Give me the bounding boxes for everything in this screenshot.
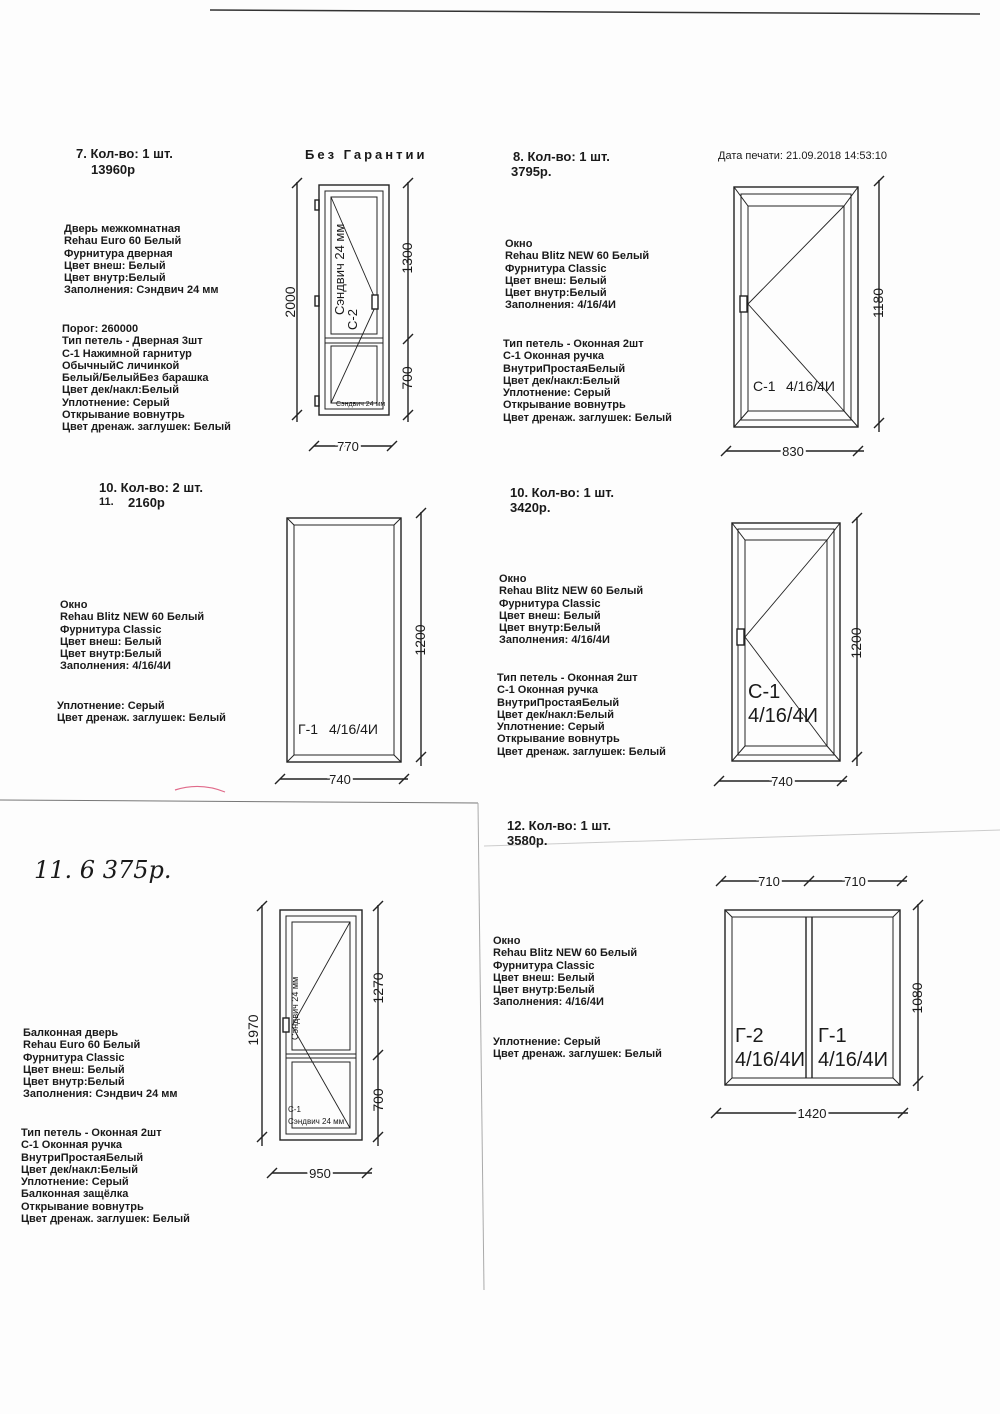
option-line: ВнутриПростаяБелый	[503, 362, 626, 375]
item-11-lower-fill-code: С-1	[288, 1105, 301, 1114]
item-10a-dim-width: 740	[329, 772, 351, 787]
option-line: Открывание вовнутрь	[21, 1200, 144, 1213]
spec-line: Rehau Blitz NEW 60 Белый	[493, 947, 638, 960]
item-10a-title: 10. Кол-во: 2 шт.	[99, 480, 204, 495]
option-line: Цвет дренаж. заглушек: Белый	[57, 712, 226, 725]
option-line: Тип петель - Оконная 2шт	[497, 672, 638, 684]
item-11-dim-total: 1970	[245, 1014, 261, 1046]
item-7-lower-fill-text: Сэндвич 24 мм	[336, 401, 386, 408]
option-line: Уплотнение: Серый	[503, 387, 611, 400]
option-line: Тип петель - Дверная 3шт	[62, 335, 203, 348]
spec-line: Балконная дверь	[23, 1027, 119, 1039]
item-12-dim-total: 1420	[797, 1106, 827, 1121]
option-line: Открывание вовнутрь	[62, 409, 185, 422]
item-8-dim-height: 1180	[870, 287, 886, 319]
spec-line: Фурнитура Classic	[505, 262, 607, 275]
item-7-price: 13960р	[91, 162, 136, 177]
item-11-handwritten-price: 11. 6 375р.	[34, 856, 172, 884]
option-line: Цвет дек/накл:Белый	[503, 374, 620, 387]
option-line: Тип петель - Оконная 2шт	[21, 1127, 162, 1139]
spec-line: Rehau Blitz NEW 60 Белый	[60, 611, 205, 624]
spec-line: Окно	[60, 599, 88, 611]
spec-line: Цвет внеш: Белый	[23, 1063, 125, 1076]
item-10b-dim-height: 1200	[848, 627, 864, 659]
spec-line: Rehau Euro 60 Белый	[64, 235, 182, 248]
option-line: Тип петель - Оконная 2шт	[503, 338, 644, 350]
item-7-dim-width: 770	[337, 439, 359, 454]
option-line: С-1 Оконная ручка	[21, 1139, 122, 1152]
spec-line: Цвет внутр:Белый	[60, 648, 162, 661]
item-7-dim-bottom: 700	[399, 366, 415, 390]
item-11-fill-text: Сэндвич 24 мм	[290, 976, 300, 1040]
item-12-left-glass: 4/16/4И	[735, 1049, 805, 1071]
item-7-fill-text: Сэндвич 24 мм	[332, 223, 347, 315]
spec-line: Окно	[493, 935, 521, 947]
spec-line: Заполнения: 4/16/4И	[60, 660, 171, 673]
item-7-dim-total: 2000	[282, 286, 298, 318]
option-line: Цвет дренаж. заглушек: Белый	[497, 745, 666, 758]
item-12-price: 3580р.	[507, 833, 548, 848]
item-12-right-glass: 4/16/4И	[818, 1049, 888, 1071]
spec-line: Цвет внеш: Белый	[493, 971, 595, 984]
spec-line: Заполнения: Сэндвич 24 мм	[23, 1088, 178, 1101]
item-7-fill-code: С-2	[345, 309, 360, 330]
spec-line: Заполнения: 4/16/4И	[505, 299, 616, 312]
option-line: С-1 Оконная ручка	[503, 350, 604, 363]
option-line: Балконная защёлка	[21, 1188, 129, 1201]
item-12-dim-left: 710	[758, 874, 780, 889]
spec-line: Заполнения: Сэндвич 24 мм	[64, 284, 219, 297]
item-12-dim-right: 710	[844, 874, 866, 889]
spec-line: Заполнения: 4/16/4И	[493, 996, 604, 1009]
item-11-lower-fill-text: Сэндвич 24 мм	[288, 1117, 345, 1126]
item-10b-sash-label: С-1	[748, 681, 781, 703]
item-10a-sash-label: Г-1	[298, 721, 319, 737]
item-8-dim-width: 830	[782, 444, 804, 459]
spec-line: Rehau Blitz NEW 60 Белый	[499, 585, 644, 598]
spec-line: Rehau Blitz NEW 60 Белый	[505, 250, 650, 263]
option-line: Порог: 260000	[62, 323, 139, 335]
option-line: Цвет дек/накл:Белый	[62, 384, 179, 397]
spec-line: Окно	[499, 573, 527, 585]
option-line: Цвет дек/накл:Белый	[497, 708, 614, 721]
spec-line: Цвет внеш: Белый	[60, 635, 162, 648]
spec-line: Цвет внеш: Белый	[499, 609, 601, 622]
item-8-glass-label: 4/16/4И	[786, 378, 835, 394]
spec-line: Фурнитура Classic	[60, 623, 162, 636]
option-line: Цвет дренаж. заглушек: Белый	[62, 421, 231, 434]
item-7-title: 7. Кол-во: 1 шт.	[76, 146, 173, 161]
spec-line: Цвет внутр:Белый	[505, 287, 607, 300]
option-line: Цвет дренаж. заглушек: Белый	[21, 1213, 190, 1226]
item-10b-glass-label: 4/16/4И	[748, 705, 818, 727]
item-10b-title: 10. Кол-во: 1 шт.	[510, 485, 615, 500]
spec-line: Фурнитура Classic	[23, 1051, 125, 1064]
option-line: Уплотнение: Серый	[62, 396, 170, 409]
item-10a-dim-height: 1200	[412, 624, 428, 656]
option-line: Открывание вовнутрь	[497, 733, 620, 746]
item-7-dim-top: 1300	[399, 242, 415, 274]
option-line: Уплотнение: Серый	[497, 721, 605, 734]
option-line: С-1 Нажимной гарнитур	[62, 347, 192, 360]
spec-line: Фурнитура Classic	[493, 959, 595, 972]
no-warranty-stamp: Без Гарантии	[305, 147, 428, 162]
spec-line: Фурнитура Classic	[499, 597, 601, 610]
spec-line: Rehau Euro 60 Белый	[23, 1039, 141, 1052]
item-8-sash-label: С-1	[753, 378, 776, 394]
option-line: Цвет дренаж. заглушек: Белый	[503, 411, 672, 424]
spec-line: Цвет внеш: Белый	[505, 274, 607, 287]
option-line: Уплотнение: Серый	[21, 1176, 129, 1189]
spec-line: Цвет внутр:Белый	[64, 272, 166, 285]
item-10b-price: 3420р.	[510, 500, 551, 515]
item-10a-sub-number: 11.	[99, 496, 114, 508]
item-10a-price: 2160р	[128, 495, 165, 510]
item-8-price: 3795р.	[511, 164, 552, 179]
item-10a-glass-label: 4/16/4И	[329, 721, 378, 737]
option-line: Уплотнение: Серый	[493, 1036, 601, 1048]
spec-line: Фурнитура дверная	[64, 247, 173, 260]
option-line: Уплотнение: Серый	[57, 700, 165, 712]
option-line: Открывание вовнутрь	[503, 399, 626, 412]
option-line: Цвет дек/накл:Белый	[21, 1163, 138, 1176]
spec-line: Цвет внутр:Белый	[499, 622, 601, 635]
print-date: Дата печати: 21.09.2018 14:53:10	[718, 150, 887, 162]
option-line: С-1 Оконная ручка	[497, 684, 598, 697]
item-11-dim-width: 950	[309, 1166, 331, 1181]
item-12-right-label: Г-1	[818, 1025, 847, 1047]
item-10b-dim-width: 740	[771, 774, 793, 789]
spec-line: Цвет внутр:Белый	[493, 984, 595, 997]
spec-line: Заполнения: 4/16/4И	[499, 634, 610, 647]
option-line: ОбычныйС личинкой	[62, 359, 180, 372]
option-line: Цвет дренаж. заглушек: Белый	[493, 1048, 662, 1061]
item-8-title: 8. Кол-во: 1 шт.	[513, 149, 610, 164]
option-line: ВнутриПростаяБелый	[497, 696, 620, 709]
item-12-dim-height: 1080	[909, 982, 925, 1014]
item-11-dim-top: 1270	[370, 972, 386, 1004]
spec-line: Цвет внеш: Белый	[64, 259, 166, 272]
spec-line: Окно	[505, 238, 533, 250]
option-line: ВнутриПростаяБелый	[21, 1151, 144, 1164]
item-11-dim-bottom: 700	[370, 1088, 386, 1112]
option-line: Белый/БелыйБез барашка	[62, 372, 209, 385]
spec-line: Дверь межкомнатная	[64, 223, 181, 235]
item-12-title: 12. Кол-во: 1 шт.	[507, 818, 612, 833]
spec-line: Цвет внутр:Белый	[23, 1076, 125, 1089]
item-12-left-label: Г-2	[735, 1025, 764, 1047]
